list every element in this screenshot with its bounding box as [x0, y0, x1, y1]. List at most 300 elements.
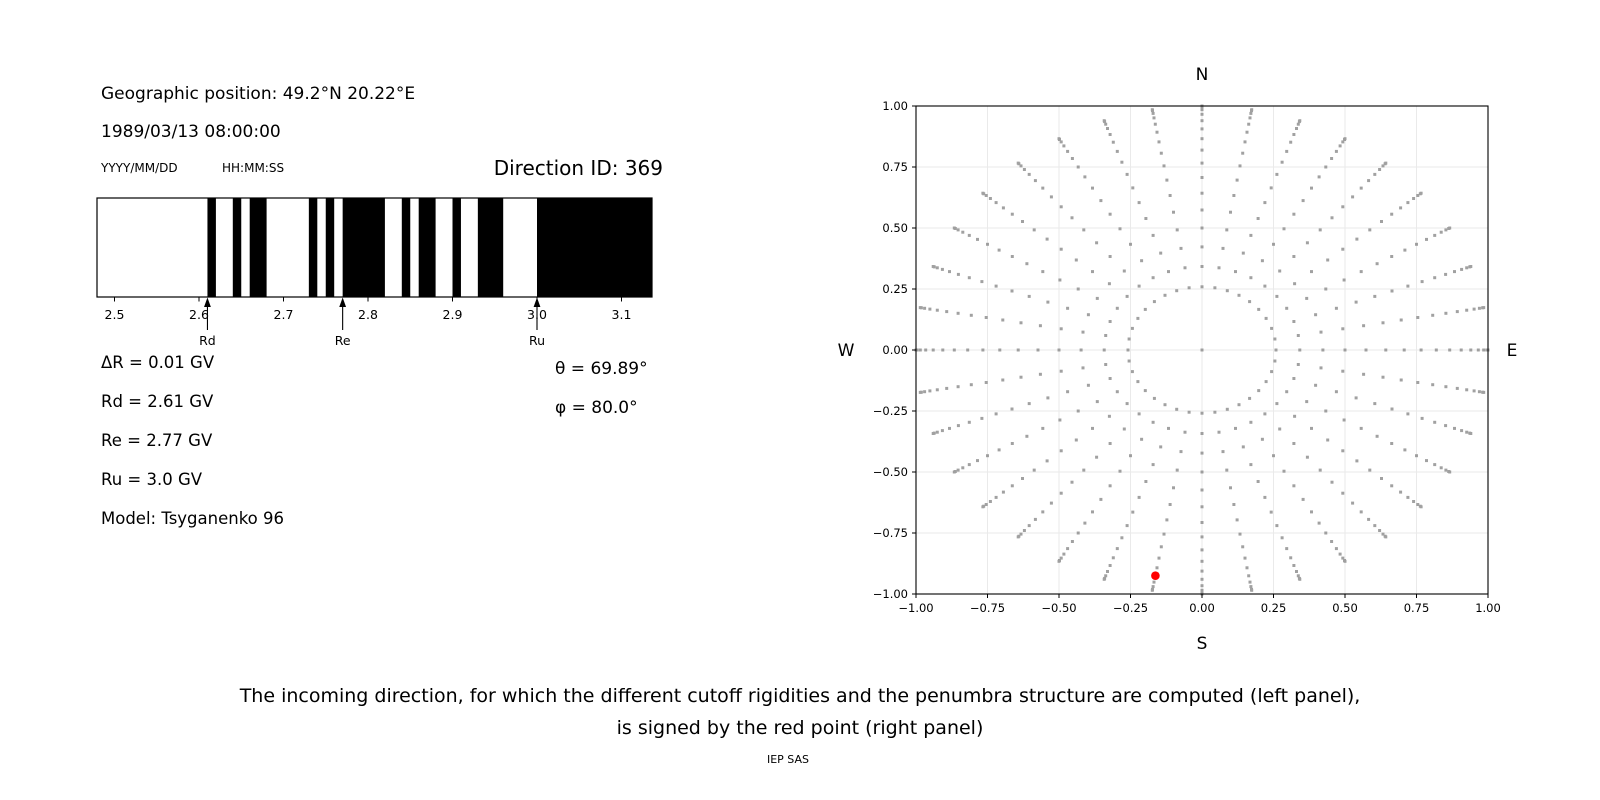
direction-dot — [1152, 276, 1155, 279]
x-tick-label: −1.00 — [898, 601, 934, 615]
direction-dot — [1120, 161, 1123, 164]
direction-dot — [1373, 173, 1376, 176]
direction-dot — [1249, 276, 1252, 279]
direction-dot — [1239, 533, 1242, 536]
y-tick-label: 0.50 — [882, 221, 908, 235]
direction-dot — [1201, 265, 1204, 268]
direction-dot — [1421, 280, 1424, 283]
direction-dot — [1106, 570, 1109, 573]
direction-dot — [1201, 119, 1204, 122]
direction-dot — [1229, 486, 1232, 489]
direction-dot — [1362, 324, 1365, 327]
direction-dot — [1159, 445, 1162, 448]
direction-dot — [1335, 307, 1338, 310]
direction-dot — [1320, 331, 1323, 334]
direction-dot — [1136, 380, 1139, 383]
direction-dot — [1339, 553, 1342, 556]
direction-dot — [1285, 307, 1288, 310]
direction-dot — [1112, 556, 1115, 559]
credit-text: IEP SAS — [766, 753, 810, 766]
penumbra-bar — [326, 198, 334, 297]
direction-dot — [1248, 397, 1251, 400]
direction-dot — [1384, 162, 1387, 165]
direction-dot — [1201, 570, 1204, 573]
direction-dot — [1431, 314, 1434, 317]
direction-dot — [1384, 349, 1387, 352]
direction-dot — [1071, 157, 1074, 160]
direction-dot — [1172, 486, 1175, 489]
direction-dot — [1229, 211, 1232, 214]
direction-dot — [1420, 349, 1423, 352]
direction-dot — [1344, 560, 1347, 563]
direction-dot — [1201, 548, 1204, 551]
direction-dot — [1242, 445, 1245, 448]
direction-dot — [953, 227, 956, 230]
direction-dot — [1440, 466, 1443, 469]
direction-dot — [1071, 216, 1074, 219]
direction-dot — [1263, 285, 1266, 288]
direction-dot — [1060, 205, 1063, 208]
direction-dot — [1025, 262, 1028, 265]
cutoff-arrow-label-rd: Rd — [199, 333, 216, 348]
direction-dot — [1261, 259, 1264, 262]
direction-dot — [1103, 349, 1106, 352]
direction-dot — [957, 469, 960, 472]
direction-dot — [1263, 496, 1266, 499]
direction-dot — [1373, 295, 1376, 298]
direction-dot — [1020, 376, 1023, 379]
direction-dot — [985, 381, 988, 384]
y-tick-label: −1.00 — [872, 587, 908, 601]
direction-dot — [1140, 259, 1143, 262]
direction-dot — [1138, 285, 1141, 288]
direction-dot — [936, 388, 939, 391]
direction-dot — [1326, 259, 1329, 262]
direction-dot — [1331, 216, 1334, 219]
direction-dot — [1066, 547, 1069, 550]
direction-dot — [1335, 390, 1338, 393]
direction-dot — [1201, 227, 1204, 230]
x-tick-label: −0.50 — [1041, 601, 1077, 615]
direction-dot — [1265, 317, 1268, 320]
direction-dot — [1257, 217, 1260, 220]
direction-dot — [1433, 421, 1436, 424]
direction-dot — [1058, 560, 1061, 563]
direction-dot — [1075, 259, 1078, 262]
direction-dot — [1416, 381, 1419, 384]
direction-dot — [1257, 389, 1260, 392]
x-tick-label: 0.50 — [1332, 601, 1358, 615]
direction-dot — [1201, 162, 1204, 165]
direction-dot — [1131, 370, 1134, 373]
penumbra-bar — [478, 198, 503, 297]
direction-dot — [1075, 439, 1078, 442]
direction-dot — [1305, 400, 1308, 403]
direction-dot — [1351, 502, 1354, 505]
direction-dot — [976, 459, 979, 462]
direction-dot — [1062, 553, 1065, 556]
direction-dot — [976, 238, 979, 241]
direction-dot — [1335, 547, 1338, 550]
direction-dot — [1201, 127, 1204, 130]
direction-dot — [923, 307, 926, 310]
direction-dot — [1263, 201, 1266, 204]
direction-dot — [1126, 402, 1129, 405]
direction-dot — [1077, 532, 1080, 535]
direction-dot — [1222, 450, 1225, 453]
direction-dot — [1351, 195, 1354, 198]
direction-dot — [1236, 179, 1239, 182]
direction-dot — [957, 273, 960, 276]
direction-dot — [1138, 496, 1141, 499]
direction-dot — [1106, 127, 1109, 130]
direction-dot — [1265, 380, 1268, 383]
direction-dot — [1298, 119, 1301, 122]
direction-dot — [1324, 410, 1327, 413]
direction-dot — [1153, 116, 1156, 119]
direction-dot — [1011, 290, 1014, 293]
direction-dot — [1403, 349, 1406, 352]
direction-dot — [1420, 192, 1423, 195]
direction-dot — [1104, 334, 1107, 337]
direction-dot — [1077, 166, 1080, 169]
direction-dot — [1343, 279, 1346, 282]
direction-dot — [1275, 402, 1278, 405]
direction-dot — [1144, 217, 1147, 220]
direction-dot — [1390, 213, 1393, 216]
direction-dot — [1275, 295, 1278, 298]
direction-dot — [1213, 286, 1216, 289]
direction-dot — [1478, 307, 1481, 310]
direction-dot — [1380, 220, 1383, 223]
direction-dot — [1241, 545, 1244, 548]
direction-dot — [1119, 227, 1122, 230]
direction-dot — [1456, 387, 1459, 390]
direction-dot — [1310, 187, 1313, 190]
penumbra-tick-label: 2.9 — [442, 307, 463, 322]
direction-dot — [941, 349, 944, 352]
direction-dot — [1175, 408, 1178, 411]
direction-dot — [1140, 438, 1143, 441]
direction-dot — [1163, 533, 1166, 536]
direction-dot — [1283, 227, 1286, 230]
direction-dot — [1355, 459, 1358, 462]
direction-dot — [1066, 307, 1069, 310]
direction-dot — [1025, 435, 1028, 438]
direction-dot — [1126, 173, 1129, 176]
direction-dot — [1082, 228, 1085, 231]
direction-dot — [1425, 238, 1428, 241]
direction-dot — [1275, 173, 1278, 176]
direction-dot — [1082, 469, 1085, 472]
direction-dot — [1060, 248, 1063, 251]
direction-dot — [1096, 400, 1099, 403]
penumbra-bar — [309, 198, 317, 297]
direction-dot — [1365, 349, 1368, 352]
direction-dot — [1011, 442, 1014, 445]
direction-dot — [1041, 187, 1044, 190]
direction-dot — [1360, 427, 1363, 430]
direction-dot — [1246, 131, 1249, 134]
penumbra-plot — [97, 198, 652, 348]
direction-dot — [1283, 470, 1286, 473]
penumbra-tick-label: 3.1 — [611, 307, 632, 322]
direction-dot — [1109, 564, 1112, 567]
direction-dot — [1289, 556, 1292, 559]
direction-dot — [1324, 288, 1327, 291]
cutoff-arrow-head-rd — [204, 298, 211, 308]
direction-dot — [1201, 452, 1204, 455]
direction-dot — [1002, 206, 1005, 209]
direction-dot — [1082, 366, 1085, 369]
direction-dot — [936, 309, 939, 312]
direction-dot — [1108, 282, 1111, 285]
ru-value: Ru = 3.0 GV — [101, 470, 203, 489]
direction-dot — [1460, 349, 1463, 352]
direction-dot — [1201, 176, 1204, 179]
direction-dot — [1184, 431, 1187, 434]
direction-dot — [1433, 463, 1436, 466]
direction-dot — [1131, 327, 1134, 330]
direction-dot — [1201, 285, 1204, 288]
direction-dot — [1241, 152, 1244, 155]
direction-dot — [1242, 252, 1245, 255]
direction-dot — [1116, 150, 1119, 153]
direction-dot — [1126, 524, 1129, 527]
direction-dot — [1127, 349, 1130, 352]
direction-dot — [1415, 243, 1418, 246]
direction-dot — [1278, 270, 1281, 273]
direction-dot — [1108, 415, 1111, 418]
direction-dot — [1201, 113, 1204, 116]
direction-dot — [1080, 349, 1083, 352]
direction-dot — [968, 234, 971, 237]
direction-dot — [1234, 427, 1237, 430]
direction-dot — [1109, 377, 1112, 380]
direction-dot — [1341, 205, 1344, 208]
direction-dot — [1041, 510, 1044, 513]
direction-dot — [1017, 535, 1020, 538]
direction-dot — [1156, 131, 1159, 134]
direction-dot — [1378, 168, 1381, 171]
direction-dot — [1298, 578, 1301, 581]
direction-dot — [1002, 491, 1005, 494]
penumbra-bar — [250, 198, 267, 297]
direction-dot — [1131, 511, 1134, 514]
direction-dot — [1448, 349, 1451, 352]
direction-dot — [1297, 574, 1300, 577]
direction-dot — [1247, 574, 1250, 577]
direction-dot — [1158, 140, 1161, 143]
direction-dot — [1099, 199, 1102, 202]
direction-dot — [1391, 290, 1394, 293]
y-tick-label: 1.00 — [882, 99, 908, 113]
direction-dot — [1152, 585, 1155, 588]
direction-dot — [1058, 279, 1061, 282]
direction-dot — [1293, 282, 1296, 285]
direction-dot — [1060, 327, 1063, 330]
direction-dot — [1272, 243, 1275, 246]
direction-dot — [948, 427, 951, 430]
direction-dot — [1281, 536, 1284, 539]
direction-dot — [1420, 505, 1423, 508]
direction-dot — [1281, 161, 1284, 164]
direction-dot — [1172, 211, 1175, 214]
direction-dot — [1246, 566, 1249, 569]
direction-dot — [1319, 228, 1322, 231]
direction-dot — [985, 316, 988, 319]
x-tick-label: −0.75 — [969, 601, 1006, 615]
direction-dot — [1011, 484, 1014, 487]
direction-dot — [1249, 234, 1252, 237]
direction-dot — [995, 285, 998, 288]
direction-dot — [1270, 327, 1273, 330]
direction-dot — [1011, 213, 1014, 216]
direction-dot — [1247, 123, 1250, 126]
direction-dot — [1109, 255, 1112, 258]
direction-dot — [1295, 570, 1298, 573]
direction-dot — [1465, 266, 1468, 269]
direction-dot — [1159, 252, 1162, 255]
direction-dot — [932, 265, 935, 268]
direction-dot — [1021, 477, 1024, 480]
direction-dot — [1465, 431, 1468, 434]
direction-dot — [995, 496, 998, 499]
direction-dot — [1213, 411, 1216, 414]
direction-dot — [1292, 213, 1295, 216]
red-direction-point — [1151, 571, 1160, 580]
direction-dot — [1273, 338, 1276, 341]
direction-dot — [1232, 503, 1235, 506]
direction-dot — [932, 349, 935, 352]
direction-dot — [1412, 500, 1415, 503]
direction-dot — [1017, 162, 1020, 165]
direction-dot — [1324, 166, 1327, 169]
direction-dot — [1028, 295, 1031, 298]
direction-dot — [1335, 150, 1338, 153]
direction-dot — [961, 466, 964, 469]
direction-dot — [1273, 360, 1276, 363]
cutoff-arrow-head-ru — [534, 298, 541, 308]
direction-dot — [1011, 255, 1014, 258]
direction-dot — [1465, 309, 1468, 312]
direction-dot — [1285, 390, 1288, 393]
direction-dot — [1104, 574, 1107, 577]
direction-dot — [986, 243, 989, 246]
direction-dot — [1292, 320, 1295, 323]
direction-dot — [966, 349, 969, 352]
direction-dot — [1103, 119, 1106, 122]
direction-dot — [1314, 313, 1317, 316]
direction-dot — [936, 431, 939, 434]
direction-dot — [941, 429, 944, 432]
direction-dot — [1403, 448, 1406, 451]
direction-dot — [1482, 306, 1485, 309]
direction-dot — [1444, 228, 1447, 231]
direction-dot — [1011, 408, 1014, 411]
direction-dot — [1320, 366, 1323, 369]
direction-dot — [1421, 417, 1424, 420]
direction-dot — [1469, 349, 1472, 352]
direction-dot — [1160, 545, 1163, 548]
direction-dot — [928, 308, 931, 311]
direction-dot — [1201, 149, 1204, 152]
direction-dot — [1355, 301, 1358, 304]
compass-label-west: W — [837, 341, 855, 361]
date-format-label: YYYY/MM/DD — [101, 161, 178, 175]
direction-dot — [1292, 377, 1295, 380]
direction-dot — [1225, 469, 1228, 472]
direction-dot — [1153, 300, 1156, 303]
direction-dot — [1278, 428, 1281, 431]
x-tick-label: 1.00 — [1475, 601, 1501, 615]
direction-dot — [1119, 470, 1122, 473]
direction-dot — [1091, 187, 1094, 190]
direction-dot — [1250, 589, 1253, 592]
direction-dot — [1091, 270, 1094, 273]
direction-dot — [1001, 379, 1004, 382]
direction-dot — [1083, 175, 1086, 178]
direction-dot — [1050, 195, 1053, 198]
direction-dot — [1238, 294, 1241, 297]
direction-dot — [1297, 123, 1300, 126]
direction-dot — [1033, 228, 1036, 231]
direction-dot — [1046, 301, 1049, 304]
direction-dot — [1201, 245, 1204, 248]
direction-dot — [1326, 439, 1329, 442]
direction-dot — [1406, 201, 1409, 204]
direction-map-plot — [838, 65, 1518, 654]
direction-dot — [1001, 319, 1004, 322]
direction-dot — [1310, 427, 1313, 430]
direction-dot — [1180, 247, 1183, 250]
penumbra-bar — [537, 198, 652, 297]
time-format-label: HH:MM:SS — [222, 161, 285, 175]
direction-dot — [986, 454, 989, 457]
direction-dot — [1082, 331, 1085, 334]
direction-dot — [957, 228, 960, 231]
penumbra-bar — [453, 198, 461, 297]
direction-dot — [1129, 243, 1132, 246]
direction-dot — [1310, 270, 1313, 273]
direction-dot — [1039, 324, 1042, 327]
direction-dot — [1444, 469, 1447, 472]
direction-dot — [1482, 391, 1485, 394]
direction-dot — [953, 471, 956, 474]
direction-dot — [1376, 435, 1379, 438]
direction-dot — [1104, 363, 1107, 366]
direction-dot — [1201, 589, 1204, 592]
direction-dot — [957, 424, 960, 427]
direction-dot — [1444, 385, 1447, 388]
direction-dot — [1263, 412, 1266, 415]
direction-dot — [1270, 511, 1273, 514]
direction-dot — [945, 310, 948, 313]
direction-dot — [1444, 312, 1447, 315]
direction-dot — [1020, 321, 1023, 324]
direction-dot — [1201, 489, 1204, 492]
direction-dot — [1222, 247, 1225, 250]
direction-dot — [1169, 503, 1172, 506]
direction-id-text: Direction ID: 369 — [493, 156, 663, 180]
direction-dot — [957, 385, 960, 388]
direction-dot — [1373, 402, 1376, 405]
direction-dot — [970, 383, 973, 386]
direction-dot — [932, 432, 935, 435]
direction-dot — [1232, 194, 1235, 197]
direction-dot — [1087, 384, 1090, 387]
direction-dot — [1201, 412, 1204, 415]
